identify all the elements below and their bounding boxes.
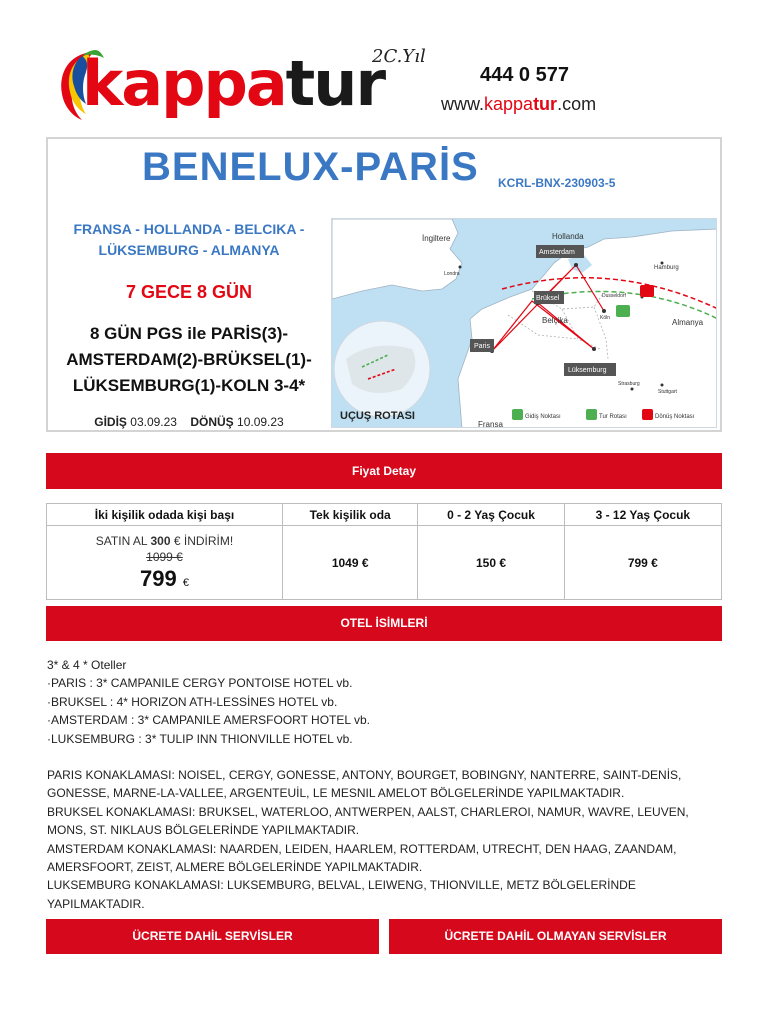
- price-column-header: 3 - 12 Yaş Çocuk: [564, 504, 721, 526]
- map-label-strasburg: Strasburg: [618, 381, 640, 387]
- double-room-price-cell: [47, 526, 283, 600]
- header: [0, 0, 768, 135]
- accommodation-paragraph: LUKSEMBURG KONAKLAMASI: LUKSEMBURG, BELVAL, LEIWENG, THIONVILLE, METZ BÖLGELERİNDE YAPILMAKTADIR.: [47, 878, 636, 911]
- website-link[interactable]: www.kappatur.com: [441, 94, 597, 114]
- price-table-row: [47, 526, 722, 600]
- map-label-stuttgart: Stuttgart: [658, 389, 677, 395]
- map-label-almanya: Almanya: [672, 318, 704, 327]
- legend-return: Dönüş Noktası: [655, 414, 695, 420]
- legend-tour: Tur Rotası: [599, 414, 627, 420]
- included-services-button[interactable]: ÜCRETE DAHİL SERVİSLER: [46, 919, 379, 954]
- tour-countries: FRANSA - HOLLANDA - BELCIKA - LÜKSEMBURG - ALMANYA: [73, 221, 305, 258]
- price-detail-bar: Fiyat Detay: [46, 453, 722, 489]
- map-label-bruksel: Brüksel: [536, 295, 560, 302]
- price-table-header: [47, 504, 722, 526]
- price-column-header: Tek kişilik oda: [283, 504, 418, 526]
- tour-dates: GİDİŞ 03.09.23 DÖNÜŞ 10.09.23: [94, 415, 284, 429]
- tour-title: BENELUX-PARİS: [142, 145, 479, 189]
- map-label-fransa: Fransa: [478, 420, 503, 428]
- new-price: 799 €: [140, 565, 189, 591]
- discount-promo: SATIN AL 300 € İNDİRİM!: [95, 533, 234, 548]
- legend-departure: Gidiş Noktası: [525, 414, 561, 420]
- map-label-amsterdam: Amsterdam: [539, 249, 575, 256]
- map-label-hamburg: Hamburg: [654, 265, 679, 271]
- hotel-line: ·BRUKSEL : 4* HORIZON ATH-LESSİNES HOTEL vb.: [47, 694, 338, 709]
- phone-number[interactable]: 444 0 577: [480, 64, 569, 86]
- map-label-dusseldorf: Dusseldorf: [602, 293, 626, 299]
- price-column-header: 0 - 2 Yaş Çocuk: [418, 504, 564, 526]
- map-label-paris: Paris: [474, 343, 490, 350]
- hotel-line: ·LUKSEMBURG : 3* TULIP INN THIONVILLE HOTEL vb.: [47, 731, 353, 746]
- route-map: [331, 218, 717, 428]
- hotel-names-bar: OTEL İSİMLERİ: [46, 606, 722, 641]
- not-included-services-button[interactable]: ÜCRETE DAHİL OLMAYAN SERVİSLER: [389, 919, 722, 954]
- accommodation-paragraph: BRUKSEL KONAKLAMASI: BRUKSEL, WATERLOO, ANTWERPEN, AALST, CHARLEROI, NAMUR, WAVRE, LEUVEN, MONS, ST. NIKLAUS BÖLGELERİNDE YAPILMAKTADIR.: [47, 804, 689, 838]
- map-label-ucus-rotasi: UÇUŞ ROTASI: [340, 410, 415, 422]
- logo-text: kappatur: [82, 47, 385, 120]
- logo-anniversary: 2C.Yıl: [372, 46, 426, 67]
- hotel-line: ·AMSTERDAM : 3* CAMPANILE AMERSFOORT HOTEL vb.: [47, 713, 370, 728]
- map-label-luksemburg: Lüksemburg: [568, 367, 607, 374]
- map-label-koln: Köln: [600, 315, 611, 321]
- tour-route: 8 GÜN PGS ile PARİS(3)- AMSTERDAM(2)-BRÜKSEL(1)- LÜKSEMBURG(1)-KOLN 3-4*: [66, 324, 312, 395]
- tour-code: KCRL-BNX-230903-5: [498, 176, 616, 190]
- price-column-header: İki kişilik odada kişi başı: [47, 504, 283, 526]
- map-label-hollanda: Hollanda: [552, 232, 584, 241]
- map-label-belcika: Belçika: [542, 316, 568, 325]
- map-label-ingiltere: İngiltere: [422, 234, 451, 243]
- tour-summary-box: [46, 137, 722, 432]
- single-room-price: 1049 €: [283, 526, 418, 600]
- child-3-12-price: 799 €: [564, 526, 721, 600]
- route-map-svg: [332, 219, 717, 428]
- kappatur-logo[interactable]: [52, 42, 452, 122]
- map-label-londra: Londra: [444, 271, 460, 277]
- price-table: [46, 503, 722, 600]
- return-plane-icon: [616, 305, 630, 317]
- hotel-line: ·PARIS : 3* CAMPANILE CERGY PONTOISE HOTEL vb.: [47, 676, 353, 691]
- accommodation-paragraph: PARIS KONAKLAMASI: NOISEL, CERGY, GONESSE, ANTONY, BOURGET, BOBINGNY, NANTERRE, SAINT-DENİS, GONESSE, MARNE-LA-VALLEE, ARGENTEUİL, LE MESNIL AMELOT BÖLGELERİNDE YAPILMAKTADIR.: [47, 768, 682, 801]
- hotel-line: 3* & 4 * Oteller: [47, 658, 127, 672]
- departure-plane-icon: [640, 285, 654, 297]
- child-0-2-price: 150 €: [418, 526, 564, 600]
- accommodation-paragraph: AMSTERDAM KONAKLAMASI: NAARDEN, LEIDEN, HAARLEM, ROTTERDAM, UTRECHT, DEN HAAG, ZAANDAM, AMERSFOORT, ZEIST, ALMERE BÖLGELERİNDE YAPILMAKTADIR.: [47, 841, 677, 875]
- tour-duration: 7 GECE 8 GÜN: [125, 282, 253, 302]
- hotel-info: [47, 656, 727, 913]
- old-price: 1099 €: [146, 549, 183, 564]
